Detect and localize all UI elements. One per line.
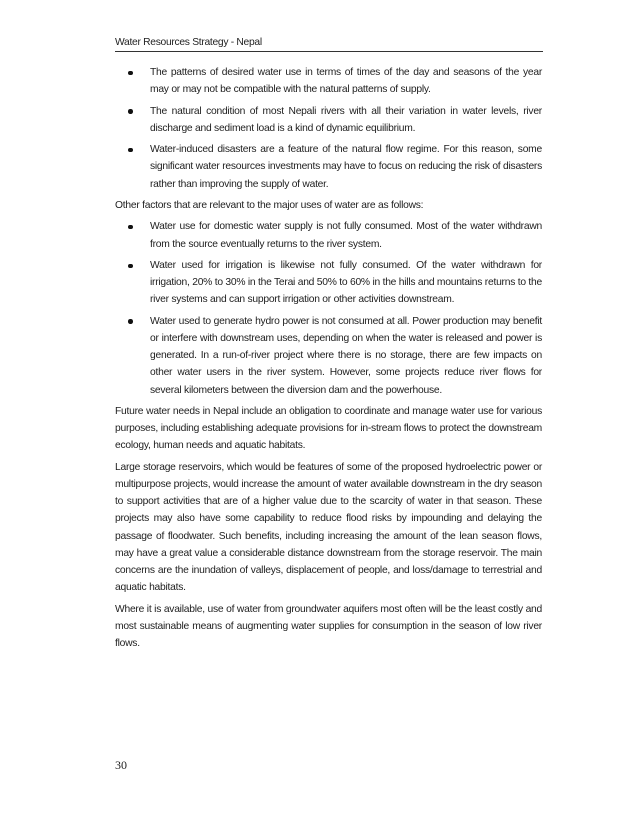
paragraph: Where it is available, use of water from groundwater aquifers most often will be the least costly and most sustainable means of augmenting water supplies for consumption in the season of low river flows. (115, 603, 542, 649)
paragraph: Future water needs in Nepal include an obligation to coordinate and manage water use for various purposes, including establishing adequate provisions for in-stream flows to protect the downstream ecology, human needs and aquatic habitats. (115, 405, 542, 452)
header-rule (115, 51, 543, 52)
lead-in-paragraph: Other factors that are relevant to the major uses of water are as follows: (115, 199, 424, 211)
list-item (115, 313, 542, 399)
bullet-icon (128, 148, 133, 153)
list-item-text: Water-induced disasters are a feature of the natural flow regime. For this reason, some significant water resources investments may have to focus on reducing the risk of disasters rather than improving the supply of water. (150, 144, 542, 190)
list-item-text: Water used for irrigation is likewise not fully consumed. Of the water withdrawn for irrigation, 20% to 30% in the Terai and 50% to 60% in the hills and mountains returns to the river systems and can support irrigation or other activities downstream. (150, 259, 542, 306)
list-item (115, 64, 542, 98)
body-text (115, 64, 542, 656)
list-item (115, 103, 542, 137)
list-item (115, 218, 542, 252)
bullet-icon (128, 319, 133, 324)
bullet-icon (128, 109, 133, 114)
bullet-list-natural-regime (115, 64, 542, 193)
bullet-list-water-uses (115, 218, 542, 398)
list-item (115, 141, 542, 193)
list-item-text: The patterns of desired water use in terms of times of the day and seasons of the year may or may not be compatible with the natural patterns of supply. (150, 67, 542, 96)
list-item-text: Water used to generate hydro power is not consumed at all. Power production may benefit or interfere with downstream uses, depending on when the water is released and power is generated. In a run-of-river project where there is no storage, there are few impacts on other water users in the river system. However, some projects reduce river flows for several kilometers between the diversion dam and the powerhouse. (150, 315, 542, 396)
paragraph: Large storage reservoirs, which would be features of some of the proposed hydroelectric power or multipurpose projects, would increase the amount of water available downstream in the dry season to support activities that are of a higher value due to the scarcity of water in that season. These projects may also have some capability to reduce flood risks by impounding and delaying the passage of floodwater. Such benefits, including increasing the amount of the lean season flows, may have a great value a considerable distance downstream from the storage reservoir. The main concerns are the inundation of valleys, displacement of people, and loss/damage to terrestrial and aquatic habitats. (115, 461, 542, 594)
list-item-text: The natural condition of most Nepali rivers with all their variation in water levels, river discharge and sediment load is a kind of dynamic equilibrium. (150, 105, 542, 134)
bullet-icon (128, 264, 133, 269)
bullet-icon (128, 225, 133, 230)
running-header: Water Resources Strategy - Nepal (115, 37, 262, 48)
list-item-text: Water use for domestic water supply is not fully consumed. Most of the water withdrawn from the source eventually returns to the river system. (150, 221, 542, 250)
bullet-icon (128, 71, 133, 76)
page-number: 30 (115, 758, 127, 772)
list-item (115, 257, 542, 309)
